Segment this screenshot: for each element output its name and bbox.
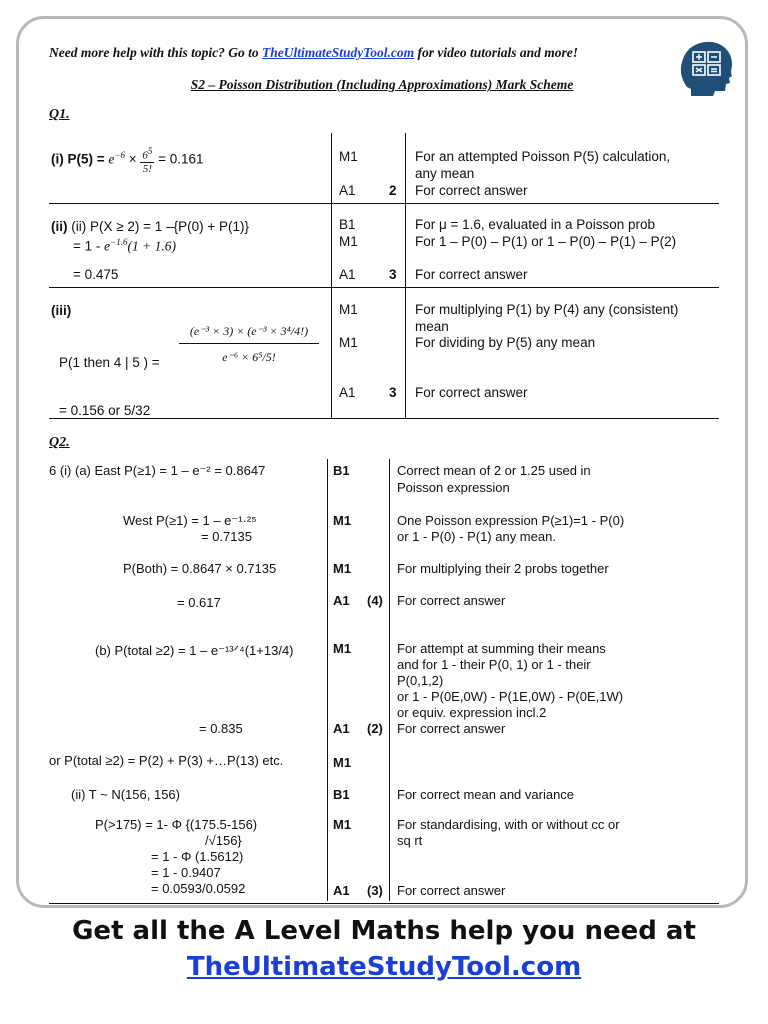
header-suffix: for video tutorials and more! xyxy=(414,45,579,60)
q1-i-m1-code: M1 xyxy=(339,149,358,164)
q1-iii-fraction: (e⁻³ × 3) × (e⁻³ × 3⁴/4!) e⁻⁶ × 6⁵/5! xyxy=(179,324,319,365)
q1-row-sep-3 xyxy=(49,418,719,419)
q2-divider-1 xyxy=(327,459,328,901)
q1-ii-line2: = $1 - e^{-1.6}(1 + 1.6)$ xyxy=(73,237,176,254)
header-prefix: Need more help with this topic? Go to xyxy=(49,45,263,60)
q2-row-left: or P(total ≥2) = P(2) + P(3) +…P(13) etc. xyxy=(49,753,284,768)
q2-divider-2 xyxy=(389,459,390,901)
q2-row-left: West P(≥1) = 1 – e⁻¹·²⁵ xyxy=(123,513,257,528)
q1-ii-result: = 0.475 xyxy=(73,267,119,282)
q2-label: Q2. xyxy=(49,435,70,450)
q1-row-sep-2 xyxy=(49,287,719,288)
q2-row-left: = 1 - Φ (1.5612) xyxy=(151,849,244,864)
q1-divider-1 xyxy=(331,133,332,418)
q1-i-part: (i) P(5) = xyxy=(51,151,109,167)
q2-row-left: = 0.617 xyxy=(177,595,221,610)
q1-iii-result: = 0.156 or 5/32 xyxy=(59,403,151,418)
q1-iii-lhs: P(1 then 4 | 5 ) = xyxy=(59,355,160,370)
footer-line-1: Get all the A Level Maths help you need at xyxy=(72,916,696,946)
q2-row-left: P(>175) = 1- Φ {(175.5-156) xyxy=(95,817,258,832)
page-frame: Need more help with this topic? Go to TheUltimateStudyTool.com for video tutorials and more! S2 – Poisson Distribution (Including Approximations) Mark Scheme Q1. (i) $P(5) = e^{-6}$ × $\frac{6^5}{5!}$ = 0.161 M1 For an attempted Poisson P(5) calculation, any mean A1 2 For correct answer (ii) (ii) P(X ≥ 2) = 1 –{P(0) + P(1)} = $1 - e^{-1.6}(1 + 1.6)$ = 0.475 B1 For μ = 1.6, evaluated in a Poisson prob M1 For 1 – P(0) – P(1) or 1 – P(0) – P(1) – P(2) A1 3 For correct answer (iii) P(1 then 4 | 5 ) = (e⁻³ × 3) × (e⁻³ × 3⁴/4!) e⁻⁶ × 6⁵/5! = 0.156 or 5/32 M1 For multiplying P(1) by P(4) any (consistent) mean M1 For dividing by P(5) any mean A1 3 For correct answer Q2. 6 (i) (a) East P(≥1) = 1 – e⁻² = 0.8647 B1 Correct mean of 2 or 1.25 used in Poisson expression West P(≥1) = 1 – e⁻¹·²⁵ = 0.7135 M1 One Poisson expression P(≥1)=1 - P(0) or 1 - P(0) - P(1) any mean. P(Both) = 0.8647 × 0.7135 M1 For multiplying their 2 probs together = 0.617 A1 (4) For correct answer (b) P(total ≥2) = 1 – e⁻¹³ᐟ⁴(1+13/4) M1 For attempt at summing their means and for 1 - their P(0, 1) or 1 - their P(0,1,2) or 1 - P(0E,0W) - P(1E,0W) - P(0E,1W) or equiv. expression incl.2 = 0.835 A1 (2) For correct answer or P(total ≥2) = P(2) + P(3) +…P(13) etc. M1 (ii) T ~ N(156, 156) B1 For correct mean and variance P(>175) = 1- Φ {(175.5-156) /√156} M1 For standardising, with or without cc or sq rt = 1 - Φ (1.5612) = 1 - 0.9407 = 0.0593/0.0592 A1 (3) For correct answer xyxy=(16,16,748,908)
q1-iii-part: (iii) xyxy=(51,303,72,318)
q1-i-expression: (i) $P(5) = e^{-6}$ × $\frac{6^5}{5!}$ = 0.161 xyxy=(51,146,204,175)
q2-row-left: P(Both) = 0.8647 × 0.7135 xyxy=(123,561,277,576)
q1-label: Q1. xyxy=(49,107,70,122)
header-link[interactable]: TheUltimateStudyTool.com xyxy=(262,45,415,60)
q1-row-sep-1 xyxy=(49,203,719,204)
q1-i-fraction: $\frac{6^5}{5!}$ xyxy=(142,146,153,175)
q1-divider-2 xyxy=(405,133,406,418)
q2-row-left: = 0.835 xyxy=(199,721,243,736)
q2-row-left: 6 (i) (a) East P(≥1) = 1 – e⁻² = 0.8647 xyxy=(49,463,266,478)
q2-row-left: (b) P(total ≥2) = 1 – e⁻¹³ᐟ⁴(1+13/4) xyxy=(95,643,294,658)
header-line xyxy=(49,45,578,61)
q2-row-left: (ii) T ~ N(156, 156) xyxy=(71,787,180,802)
q1-ii-line1: (ii) (ii) P(X ≥ 2) = 1 –{P(0) + P(1)} xyxy=(51,219,249,234)
q2-bottom-line xyxy=(49,903,719,904)
footer-link[interactable]: TheUltimateStudyTool.com xyxy=(186,952,582,982)
page-title: S2 – Poisson Distribution (Including Approximations) Mark Scheme xyxy=(190,77,574,92)
q1-i-a1-code: A1 xyxy=(339,183,356,198)
